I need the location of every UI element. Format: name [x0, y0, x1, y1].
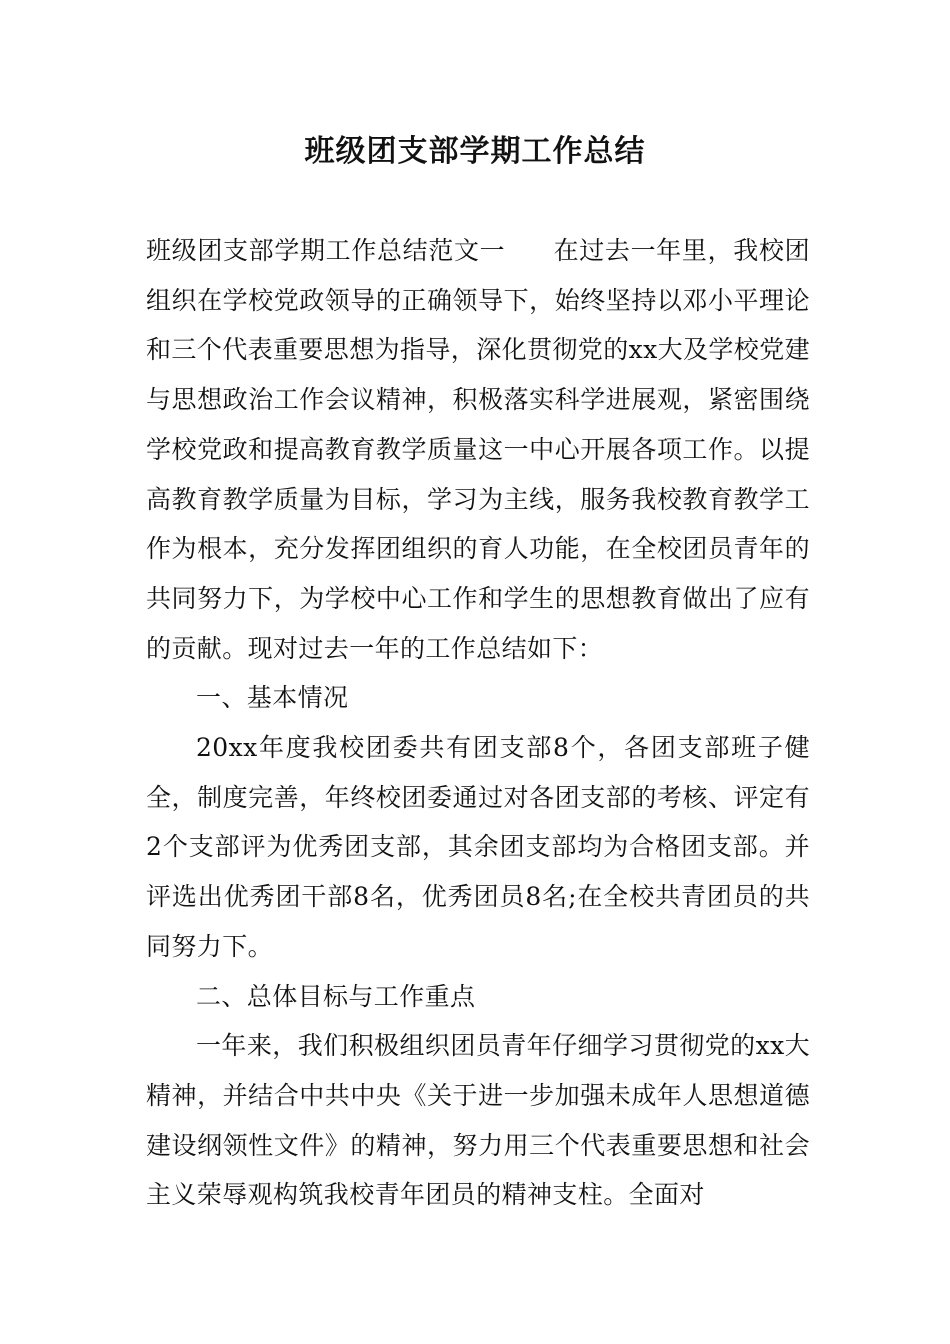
intro-paragraph — [146, 226, 810, 673]
section-1-paragraph: 20xx年度我校团委共有团支部8个，各团支部班子健全，制度完善，年终校团委通过对各团支部的考核、评定有2个支部评为优秀团支部，其余团支部均为合格团支部。并评选出优秀团干部8名，优秀团员8名;在全校共青团员的共同努力下。 — [146, 733, 810, 961]
section-2-paragraph: 一年来，我们积极组织团员青年仔细学习贯彻党的xx大精神，并结合中共中央《关于进一步加强未成年人思想道德建设纲领性文件》的精神，努力用三个代表重要思想和社会主义荣辱观构筑我校青年团员的精神支柱。全面对 — [146, 1031, 810, 1210]
section-1-heading: 一、基本情况 — [196, 683, 349, 713]
section-2-heading: 二、总体目标与工作重点 — [196, 981, 476, 1011]
document-title: 班级团支部学期工作总结 — [304, 134, 646, 169]
document-body — [146, 226, 810, 1220]
intro-text: 在过去一年里，我校团组织在学校党政领导的正确领导下，始终坚持以邓小平理论和三个代表重要思想为指导，深化贯彻党的xx大及学校党建与思想政治工作会议精神，积极落实科学进展观，紧密围绕学校党政和提高教育教学质量这一中心开展各项工作。以提高教育教学质量为目标，学习为主线，服务我校教育教学工作为根本，充分发挥团组织的育人功能，在全校团员青年的共同努力下，为学校中心工作和学生的思想教育做出了应有的贡献。现对过去一年的工作总结如下： — [146, 236, 811, 663]
intro-heading: 班级团支部学期工作总结范文一 — [146, 236, 506, 265]
